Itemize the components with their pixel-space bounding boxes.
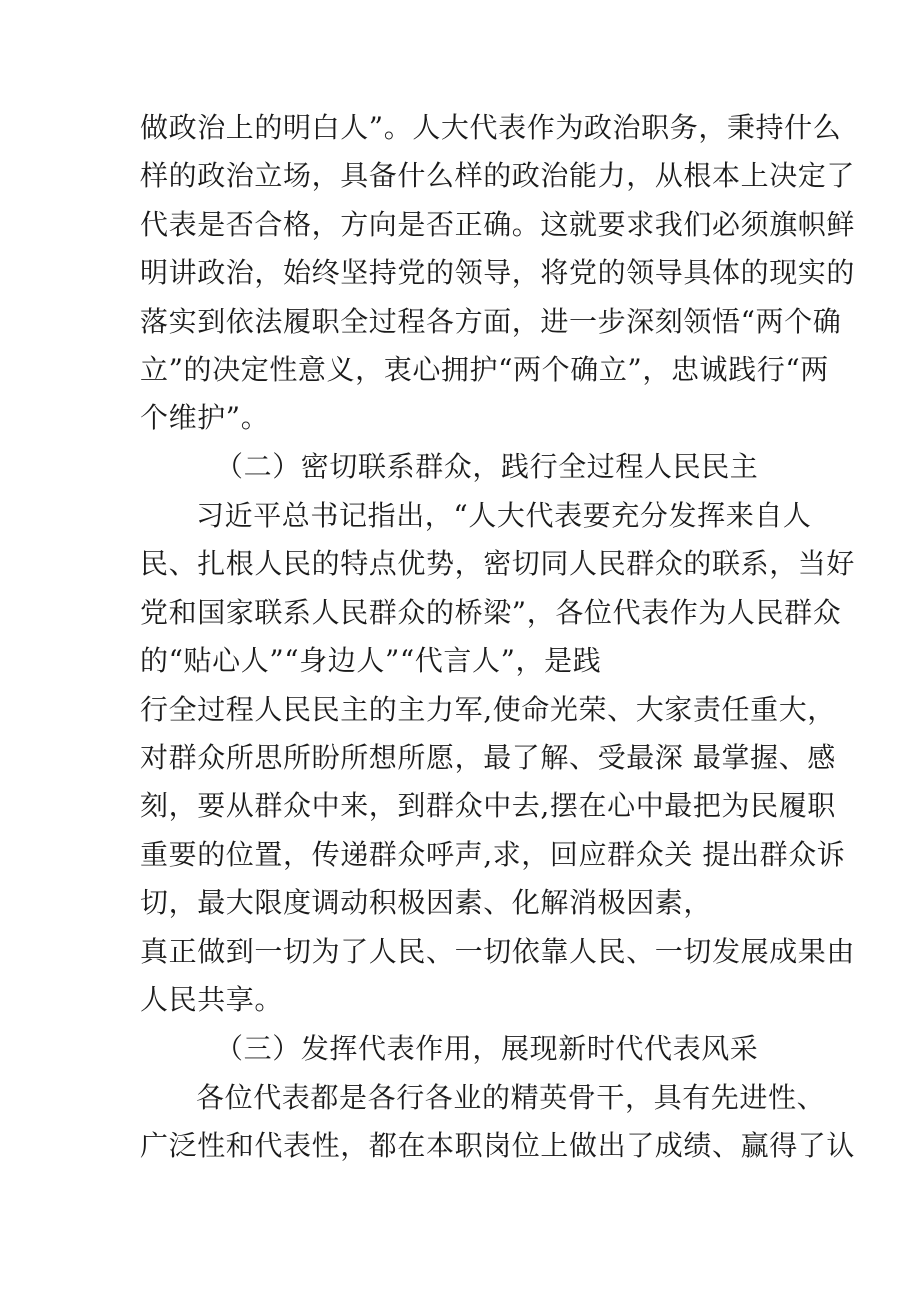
body-paragraph-line: 习近平总书记指出，“人大代表要充分发挥来自人 [196, 499, 812, 532]
body-paragraph-line: 个维护”。 [140, 401, 270, 434]
body-paragraph-line: 样的政治立场，具备什么样的政治能力，从根本上决定了 [140, 159, 856, 192]
body-paragraph-line: 重要的位置，传递群众呼声,求，回应群众关 提出群众诉 [140, 838, 846, 871]
body-paragraph-line: 代表是否合格，方向是否正确。这就要求我们必须旗帜鲜 [140, 208, 856, 241]
body-paragraph-line: 民、扎根人民的特点优势，密切同人民群众的联系，当好 [140, 547, 856, 580]
body-paragraph-line: 广泛性和代表性，都在本职岗位上做出了成绩、赢得了认 [140, 1129, 856, 1162]
body-paragraph-line: 明讲政治，始终坚持党的领导，将党的领导具体的现实的 [140, 256, 856, 289]
body-paragraph-line: 对群众所思所盼所想所愿，最了解、受最深 最掌握、感 [140, 741, 836, 774]
body-paragraph-line: 的“贴心人”“身边人”“代言人”，是践 [140, 644, 602, 677]
body-paragraph-line: 真正做到一切为了人民、一切依靠人民、一切发展成果由 [140, 935, 856, 968]
body-paragraph-line: 做政治上的明白人”。人大代表作为政治职务，秉持什么 [140, 111, 842, 144]
section-heading-2: （二）密切联系群众，践行全过程人民民主 [215, 450, 759, 483]
body-paragraph-line: 人民共享。 [140, 983, 284, 1016]
body-paragraph-line: 刻，要从群众中来，到群众中去,摆在心中最把为民履职 [140, 789, 836, 822]
body-paragraph-line: 落实到依法履职全过程各方面，进一步深刻领悟“两个确 [140, 305, 842, 338]
body-paragraph-line: 切，最大限度调动积极因素、化解消极因素， [140, 886, 713, 919]
body-paragraph-line: 党和国家联系人民群众的桥梁”，各位代表作为人民群众 [140, 596, 842, 629]
body-paragraph-line: 立”的决定性意义，衷心拥护“两个确立”，忠诚践行“两 [140, 353, 829, 386]
body-paragraph-line: 各位代表都是各行各业的精英骨干，具有先进性、 [196, 1081, 826, 1114]
section-heading-3: （三）发挥代表作用，展现新时代代表风采 [215, 1032, 759, 1065]
body-paragraph-line: 行全过程人民民主的主力军,使命光荣、大家责任重大， [140, 693, 836, 726]
